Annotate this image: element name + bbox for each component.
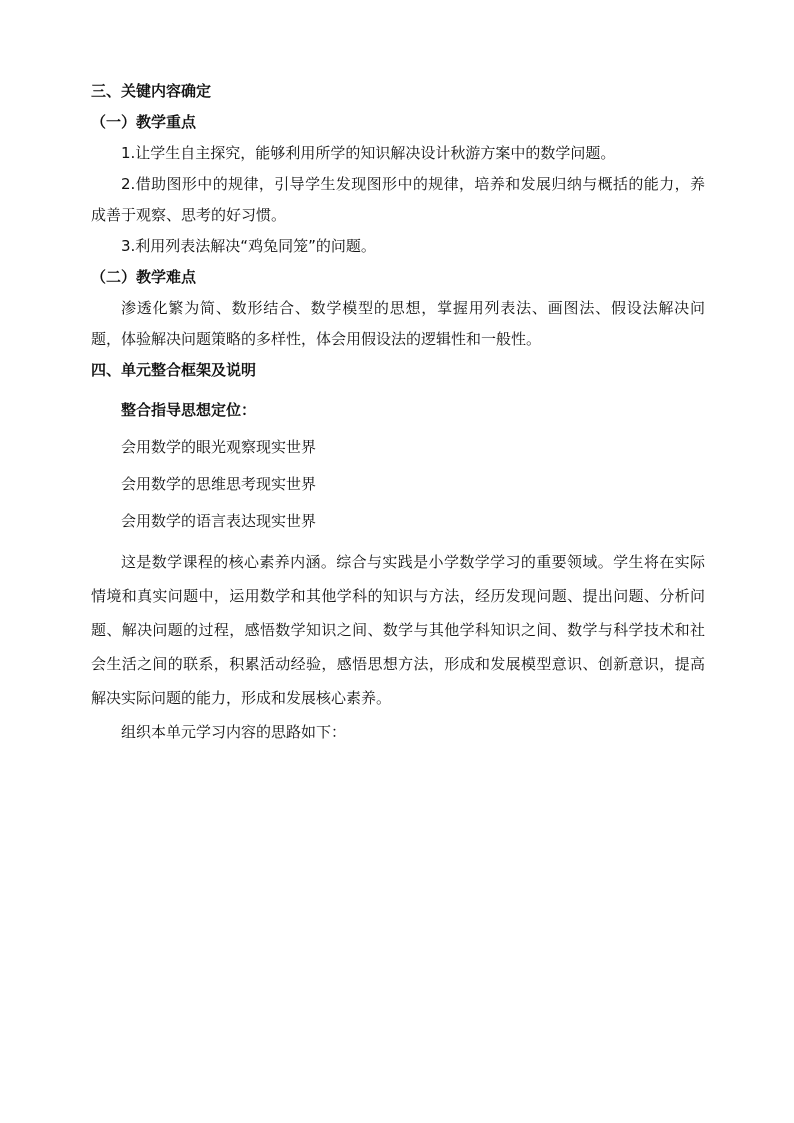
guide-heading: 整合指导思想定位： <box>121 401 257 419</box>
guide-line-2: 会用数学的思维思考现实世界 <box>121 475 317 493</box>
key-point-1: 1.让学生自主探究，能够利用所学的知识解决设计秋游方案中的数学问题。 <box>121 144 616 162</box>
key-point-3: 3.利用列表法解决“鸡兔同笼”的问题。 <box>121 237 376 255</box>
core-literacy-paragraph: 这是数学课程的核心素养内涵。综合与实践是小学数学学习的重要领域。学生将在实际情境和真实问题中，运用数学和其他学科的知识与方法，经历发现问题、提出问题、分析问题、解决问题的过程，感悟数学知识之间、数学与其他学科知识之间、数学与科学技术和社会生活之间的联系，积累活动经验，感悟思想方法，形成和发展模型意识、创新意识，提高解决实际问题的能力，形成和发展核心素养。 <box>91 553 705 707</box>
key-point-2: 2.借助图形中的规律，引导学生发现图形中的规律，培养和发展归纳与概括的能力，养成善于观察、思考的好习惯。 <box>91 175 705 224</box>
document-page <box>91 76 705 749</box>
guide-line-3: 会用数学的语言表达现实世界 <box>121 512 317 530</box>
guide-line-1: 会用数学的眼光观察现实世界 <box>121 438 317 456</box>
difficulties-heading: （二）教学难点 <box>91 268 197 286</box>
section-3-heading: 三、关键内容确定 <box>91 82 212 100</box>
section-4-heading: 四、单元整合框架及说明 <box>91 361 257 379</box>
difficulties-text: 渗透化繁为简、数形结合、数学模型的思想，掌握用列表法、画图法、假设法解决问题，体验解决问题策略的多样性，体会用假设法的逻辑性和一般性。 <box>91 299 705 348</box>
closing-line: 组织本单元学习内容的思路如下： <box>121 723 347 741</box>
key-points-heading: （一）教学重点 <box>91 113 197 131</box>
